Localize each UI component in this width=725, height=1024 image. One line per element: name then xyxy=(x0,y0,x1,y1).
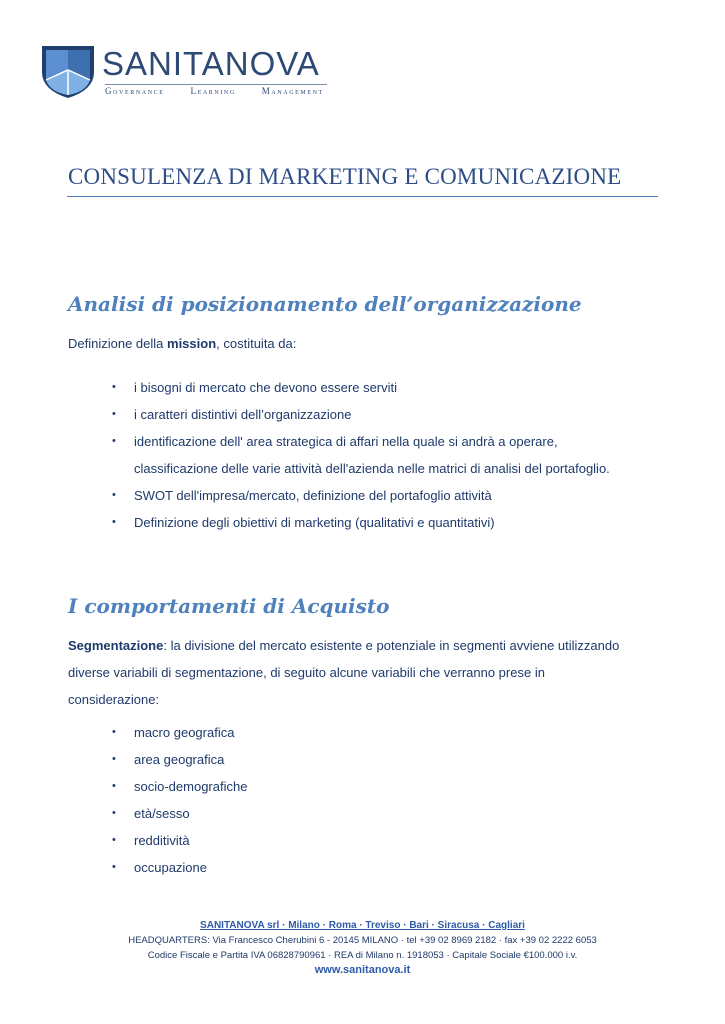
intro-text: Definizione della xyxy=(68,336,168,351)
section-heading-purchase: I comportamenti di Acquisto xyxy=(68,594,390,618)
footer-offices[interactable]: SANITANOVA srl · Milano · Roma · Treviso · Bari · Siracusa · Cagliari xyxy=(200,920,525,931)
page-footer xyxy=(0,918,725,978)
list-item: • socio-demografiche xyxy=(112,773,672,800)
logo-divider xyxy=(105,84,327,85)
intro-bold: Segmentazione xyxy=(68,638,164,653)
intro-text: , costituita da: xyxy=(216,336,297,351)
list-item: • i caratteri distintivi dell’organizzazione xyxy=(112,401,672,428)
section1-intro xyxy=(68,330,668,357)
list-item: • redditività xyxy=(112,827,672,854)
section-heading-positioning: Analisi di posizionamento dell’organizzazione xyxy=(68,292,582,316)
list-item: • Definizione degli obiettivi di marketing (qualitativi e quantitativi) xyxy=(112,509,672,536)
list-item: • SWOT dell'impresa/mercato, definizione del portafoglio attività xyxy=(112,482,672,509)
intro-bold: mission xyxy=(167,336,217,351)
mission-list xyxy=(112,374,672,536)
list-item: • area geografica xyxy=(112,746,672,773)
list-item: • i bisogni di mercato che devono essere serviti xyxy=(112,374,672,401)
website-link[interactable]: www.sanitanova.it xyxy=(314,964,411,976)
document-title: CONSULENZA DI MARKETING E COMUNICAZIONE xyxy=(68,164,622,189)
tagline-word: Management xyxy=(261,86,324,96)
list-item: • identificazione dell' area strategica di affari nella quale si andrà a operare, xyxy=(112,428,672,455)
list-item-continuation: classificazione delle varie attività dell'azienda nelle matrici di analisi del portafoglio. xyxy=(134,461,610,476)
list-item: • età/sesso xyxy=(112,800,672,827)
intro-text: diverse variabili di segmentazione, di seguito alcune variabili che verranno prese in xyxy=(68,665,545,680)
tagline-word: Learning xyxy=(190,86,236,96)
title-underline xyxy=(67,196,658,197)
company-logo xyxy=(38,42,338,102)
intro-text: : la divisione del mercato esistente e potenziale in segmenti avviene utilizzando xyxy=(163,638,620,653)
footer-registration: Codice Fiscale e Partita IVA 06828790961 · REA di Milano n. 1918053 · Capitale Sociale €100.000 i.v. xyxy=(147,950,578,961)
logo-tagline xyxy=(105,86,324,96)
footer-headquarters: HEADQUARTERS: Via Francesco Cherubini 6 - 20145 MILANO · tel +39 02 8969 2182 · fax +39 02 2222 6053 xyxy=(128,935,597,946)
logo-name: SANITANOVA xyxy=(102,45,320,82)
intro-text: considerazione: xyxy=(68,692,160,707)
list-item: • macro geografica xyxy=(112,719,672,746)
shield-icon xyxy=(38,42,98,100)
section2-intro xyxy=(68,632,668,713)
segmentation-list xyxy=(112,719,672,881)
tagline-word: Governance xyxy=(105,86,165,96)
list-item: • occupazione xyxy=(112,854,672,881)
